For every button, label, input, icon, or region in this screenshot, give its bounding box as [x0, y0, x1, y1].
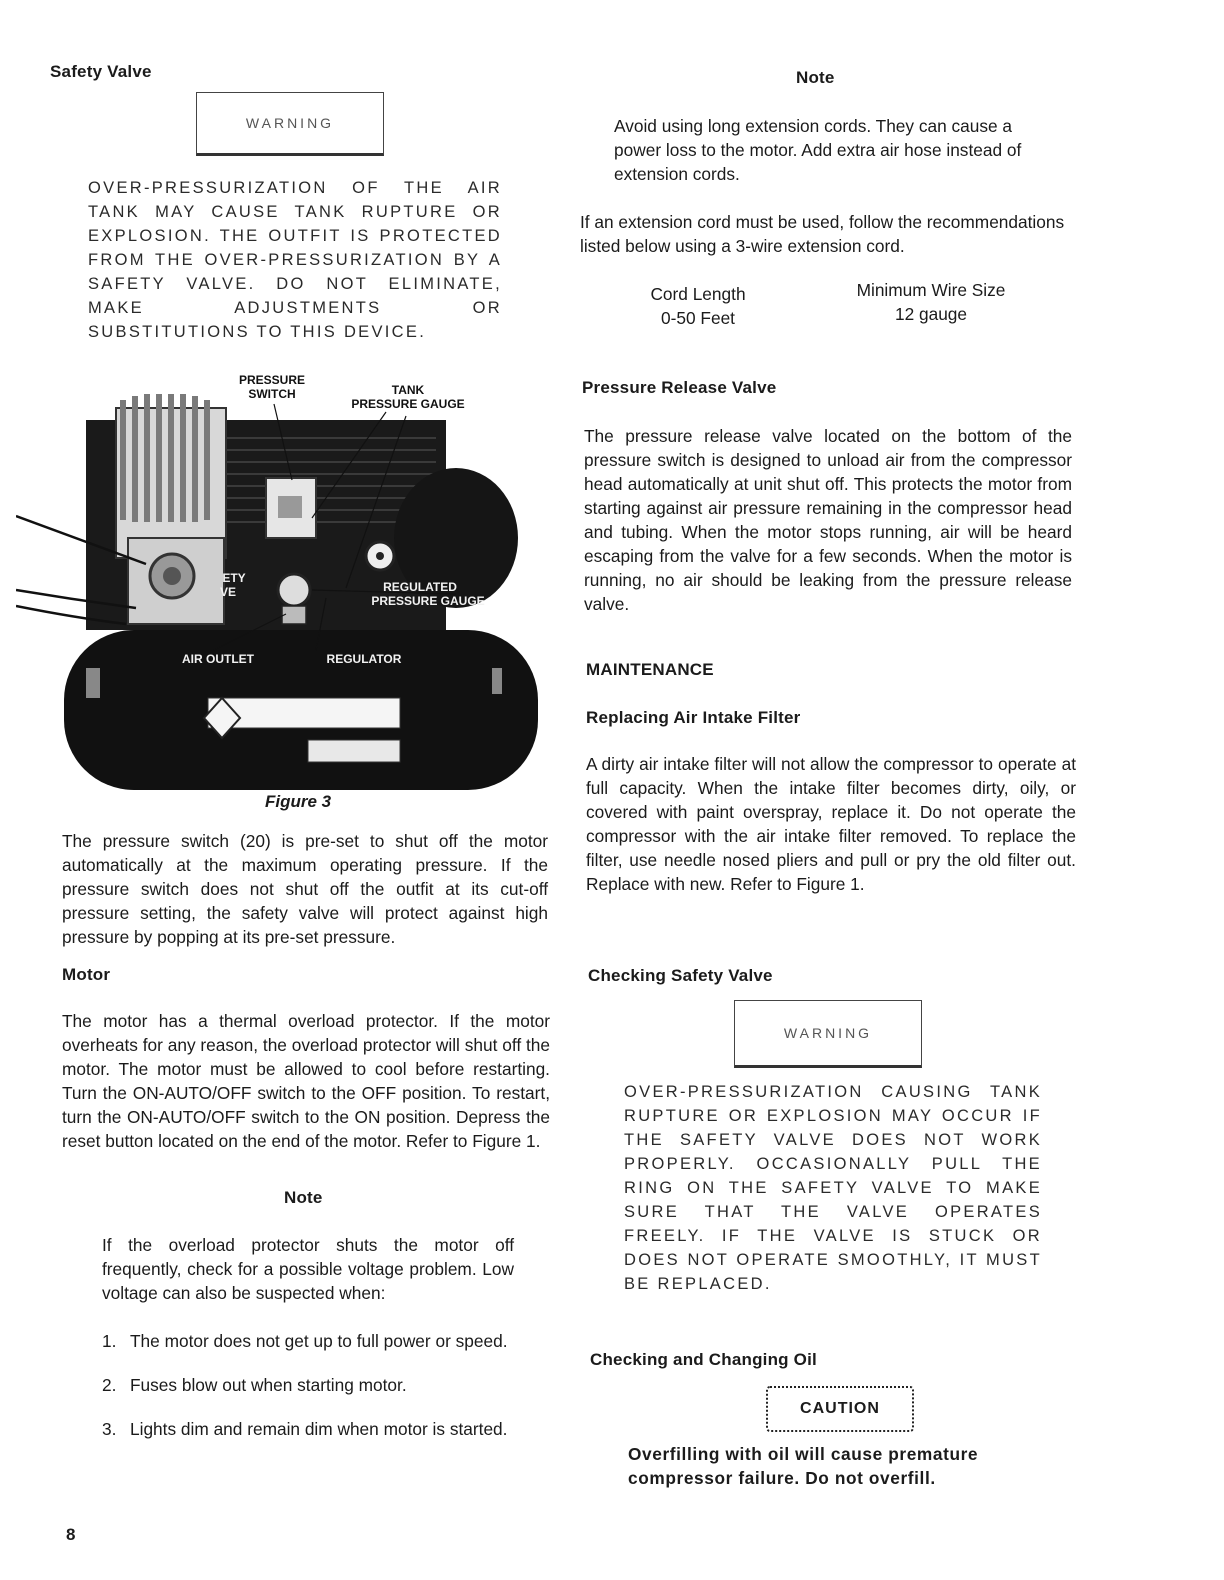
extension-note-paragraph: Avoid using long extension cords. They can cause a power loss to the motor. Add extra air hose instead of extension cords. — [614, 116, 1022, 184]
checking-safety-warning-text: OVER-PRESSURIZATION CAUSING TANK RUPTURE OR EXPLOSION MAY OCCUR IF THE SAFETY VALVE DOES NOT WORK PROPERLY. OCCASIONALLY PULL THE RING ON THE SAFETY VALVE TO MAKE SURE THAT THE VALVE OPERATES FREELY. IF THE VALVE IS STUCK OR DOES NOT OPERATE SMOOTHLY, IT MUST BE REPLACED. — [624, 1083, 1042, 1293]
warning-label-2: WARNING — [783, 1025, 873, 1041]
note-heading-1: Note — [796, 68, 835, 87]
label-pressure-switch-1: PRESSURE — [238, 373, 306, 387]
safety-valve-warning-text: OVER-PRESSURIZATION OF THE AIR TANK MAY CAUSE TANK RUPTURE OR EXPLOSION. THE OUTFIT IS PROTECTED FROM THE OVER-PRESSURIZATION BY A SAFETY VALVE. DO NOT ELIMINATE, MAKE ADJUSTMENTS OR SUBSTITUTIONS TO THIS DEVICE. — [88, 179, 502, 341]
warning-label: WARNING — [245, 115, 335, 131]
list-item: 2. Fuses blow out when starting motor. — [102, 1375, 407, 1395]
pressure-release-heading: Pressure Release Valve — [582, 378, 777, 397]
label-tank-gauge-1: TANK — [391, 383, 425, 397]
label-air-outlet: AIR OUTLET — [182, 652, 254, 666]
note-heading-2: Note — [284, 1188, 323, 1207]
label-regulated-gauge-2: PRESSURE GAUGE — [371, 594, 485, 608]
label-pressure-switch-2: SWITCH — [248, 387, 296, 401]
extension-cord-paragraph: If an extension cord must be used, follow the recommendations listed below using a 3-wire extension cord. — [580, 212, 1065, 256]
caution-text: Overfilling with oil will cause premature compressor failure. Do not overfill. — [628, 1444, 979, 1488]
list-item: 1. The motor does not get up to full power or speed. — [102, 1331, 508, 1351]
warning-box-2 — [734, 1000, 922, 1068]
voltage-symptom-list — [102, 1329, 522, 1461]
air-filter-heading: Replacing Air Intake Filter — [586, 708, 801, 727]
cord-length-header: Cord Length — [650, 284, 746, 304]
label-safety-valve-2: VE — [219, 585, 237, 599]
label-regulator: REGULATOR — [326, 652, 402, 666]
cord-length-value: 0-50 Feet — [661, 308, 735, 328]
motor-heading: Motor — [62, 965, 111, 984]
warning-box — [196, 92, 384, 156]
figure-caption: Figure 3 — [265, 792, 332, 811]
maintenance-heading: MAINTENANCE — [586, 660, 714, 679]
label-safety-valve-1: ETY — [222, 571, 246, 585]
oil-heading: Checking and Changing Oil — [590, 1350, 817, 1369]
wire-size-header: Minimum Wire Size — [856, 280, 1006, 300]
motor-paragraph: The motor has a thermal overload protector. If the motor overheats for any reason, the overload protector will shut off the motor. The motor must be allowed to cool before restarting. Turn the ON-AUTO/OFF switch to the OFF position. To restart, turn the ON-AUTO/OFF switch to the ON position. Depress the reset button located on the end of the motor. Refer to Figure 1. — [62, 1011, 550, 1151]
pressure-switch-paragraph: The pressure switch (20) is pre-set to shut off the motor automatically at the maximum operating pressure. If the pressure switch does not shut off the outfit at its cut-off pressure setting, the safety valve will protect against high pressure by popping at its pre-set pressure. — [62, 831, 548, 947]
checking-safety-heading: Checking Safety Valve — [588, 966, 773, 985]
caution-box — [766, 1386, 914, 1432]
label-tank-gauge-2: PRESSURE GAUGE — [351, 397, 465, 411]
page-number: 8 — [66, 1525, 76, 1544]
label-regulated-gauge-1: REGULATED — [383, 580, 457, 594]
overload-note-paragraph: If the overload protector shuts the motor off frequently, check for a possible voltage problem. Low voltage can also be suspected when: — [102, 1235, 514, 1303]
wire-size-value: 12 gauge — [894, 304, 968, 324]
safety-valve-heading: Safety Valve — [50, 62, 152, 81]
list-item: 3. Lights dim and remain dim when motor is started. — [102, 1419, 508, 1439]
compressor-figure — [16, 368, 556, 790]
air-filter-paragraph: A dirty air intake filter will not allow the compressor to operate at full capacity. When the intake filter becomes dirty, oily, or covered with paint overspray, replace it. Do not operate the compressor with the air intake filter removed. To replace the filter, use needle nosed pliers and pull or pry the old filter out. Replace with new. Refer to Figure 1. — [586, 754, 1076, 894]
pressure-release-paragraph: The pressure release valve located on the bottom of the pressure switch is designed to unload air from the compressor head automatically at unit shut off. This protects the motor from starting against air pressure remaining in the compressor head and tubing. When the motor stops running, air will be heard escaping from the valve for a few seconds. When the motor is running, no air should be leaking from the pressure release valve. — [584, 426, 1072, 614]
regulated-gauge-shape — [278, 574, 310, 606]
caution-label: CAUTION — [800, 1400, 880, 1417]
